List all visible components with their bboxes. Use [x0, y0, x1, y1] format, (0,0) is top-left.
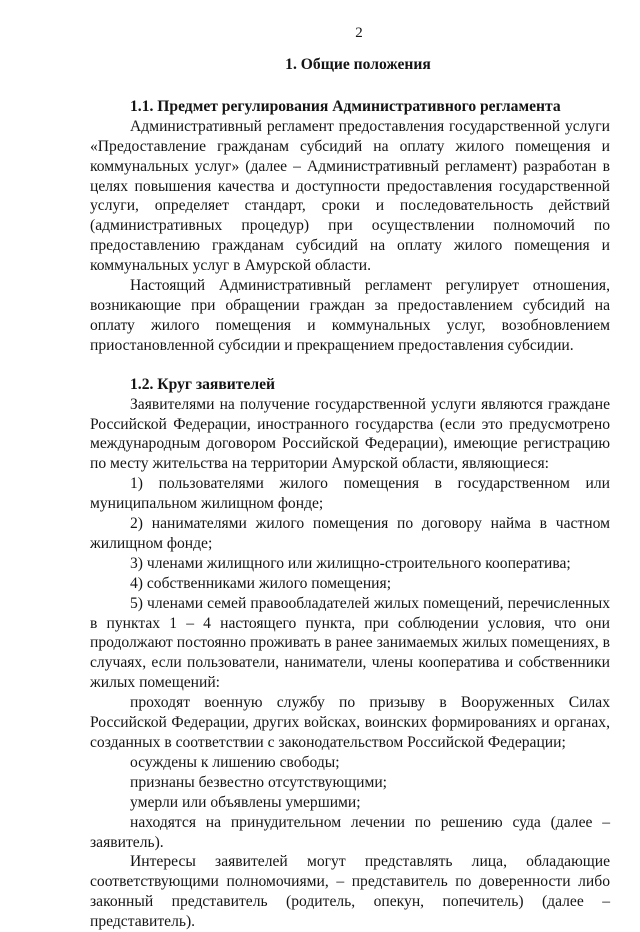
- list-item-1: 1) пользователями жилого помещения в государственном или муниципальном жилищном фонде;: [90, 475, 610, 513]
- subsection-title-applicants: 1.2. Круг заявителей: [130, 375, 275, 393]
- list-item-4: 4) собственниками жилого помещения;: [130, 574, 392, 592]
- paragraph-applicants-intro: Заявителями на получение государственной услуги являются граждане Российской Федерации, иностранного государства (если это предусмотрено международным договором Российской Федерации), имеющие регистрацию по месту жительства на территории Амурской области, являющиеся:: [90, 395, 610, 473]
- list-item-2: 2) нанимателями жилого помещения по договору найма в частном жилищном фонде;: [90, 515, 610, 552]
- paragraph-regulation-purpose: Административный регламент предоставления государственной услуги «Предоставление гражданам субсидий на оплату жилого помещения и коммунальных услуг» (далее – Административный регламент) разработан в целях повышения качества и доступности предоставления государственной услуги, определяет стандарт, сроки и последовательность действий (административных процедур) при осуществлении полномочий по предоставлению гражданам субсидий на оплату жилого помещения и коммунальных услуг в Амурской области.: [90, 117, 610, 275]
- paragraph-representatives: Интересы заявителей могут представлять лица, обладающие соответствующими полномочиями, – представитель по доверенности либо законный представитель (родитель, опекун, попечитель) (далее – представитель).: [90, 853, 610, 931]
- subsection-title-subject: 1.1. Предмет регулирования Административного регламента: [130, 97, 561, 115]
- paragraph-regulation-scope: Настоящий Административный регламент регулирует отношения, возникающие при обращении граждан за предоставлением субсидий на оплату жилого помещения и коммунальных услуг, возобновлением приостановленной субсидии и прекращением предоставления субсидии.: [90, 277, 610, 354]
- condition-military-service: проходят военную службу по призыву в Вооруженных Силах Российской Федерации, других войсках, воинских формированиях и органах, созданных в соответствии с законодательством Российской Федерации;: [90, 694, 610, 751]
- condition-deceased: умерли или объявлены умершими;: [130, 793, 361, 811]
- page-number: 2: [355, 25, 363, 41]
- condition-missing: признаны безвестно отсутствующими;: [130, 773, 388, 791]
- condition-imprisoned: осуждены к лишению свободы;: [130, 753, 340, 771]
- list-item-3: 3) членами жилищного или жилищно-строительного кооператива;: [130, 554, 571, 572]
- list-item-5: 5) членами семей правообладателей жилых помещений, перечисленных в пунктах 1 – 4 настоящего пункта, при соблюдении условия, что они продолжают постоянно проживать в ранее занимаемых жилых помещениях, в случаях, если пользователи, наниматели, члены кооператива и собственники жилых помещений:: [90, 594, 610, 692]
- subsection-applicants: [90, 375, 610, 932]
- subsection-subject: [90, 97, 610, 356]
- section-title: 1. Общие положения: [285, 56, 431, 73]
- condition-compulsory-treatment: находятся на принудительном лечении по решению суда (далее – заявитель).: [90, 813, 610, 851]
